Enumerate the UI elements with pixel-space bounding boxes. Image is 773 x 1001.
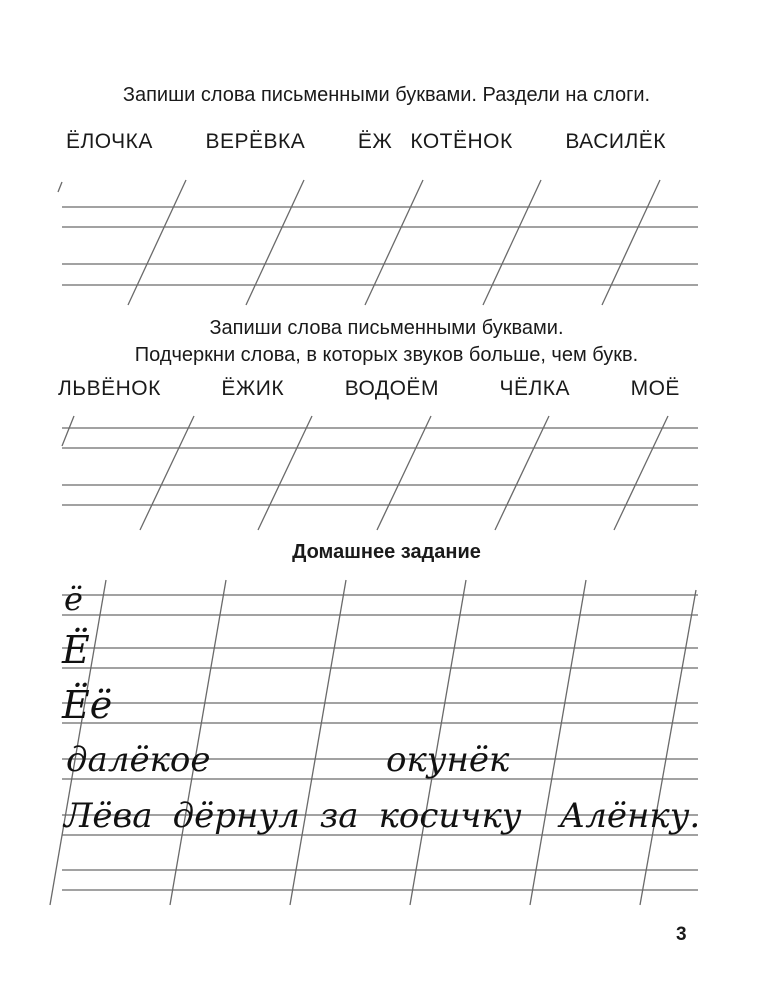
cursive-word-okunyok: окунёк xyxy=(386,740,510,780)
cursive-yo-pair: Ёё xyxy=(62,683,113,727)
word-vasilyok: ВАСИЛЁК xyxy=(565,130,666,153)
word-vodoyom: ВОДОЁМ xyxy=(344,377,439,400)
word-yozhik: ЁЖИК xyxy=(221,377,285,400)
word-yolochka: ЁЛОЧКА xyxy=(66,130,153,153)
task2-word-list xyxy=(58,377,680,401)
word-moyo: МОЁ xyxy=(630,377,680,400)
cursive-sentence xyxy=(64,796,700,836)
sentence-word-5: Алёнку. xyxy=(559,796,701,836)
page-number: 3 xyxy=(676,924,687,945)
cursive-word-dalyokoe: далёкое xyxy=(66,740,211,780)
word-chyolka: ЧЁЛКА xyxy=(499,377,571,400)
word-lvyonok: ЛЬВЁНОК xyxy=(58,377,161,400)
cursive-yo-upper: Ё xyxy=(62,628,90,672)
sentence-word-3: за xyxy=(319,796,359,836)
sentence-word-4: косичку xyxy=(378,796,522,836)
task2-instruction-line2: Подчеркни слова, в которых звуков больше, чем букв. xyxy=(134,344,639,366)
word-veryovka: ВЕРЁВКА xyxy=(205,130,306,153)
task2-instruction-line1: Запиши слова письменными буквами. xyxy=(209,317,564,339)
homework-title: Домашнее задание xyxy=(292,541,481,563)
task1-instruction: Запиши слова письменными буквами. Раздели на слоги. xyxy=(122,84,651,106)
word-yozh: ЁЖ xyxy=(357,130,393,153)
sentence-word-2: дёрнул xyxy=(172,796,300,836)
word-kotyonok: КОТЁНОК xyxy=(410,130,513,153)
task1-word-list xyxy=(66,130,666,154)
sentence-word-1: Лёва xyxy=(64,796,153,836)
cursive-yo-lower: ё xyxy=(64,580,83,618)
